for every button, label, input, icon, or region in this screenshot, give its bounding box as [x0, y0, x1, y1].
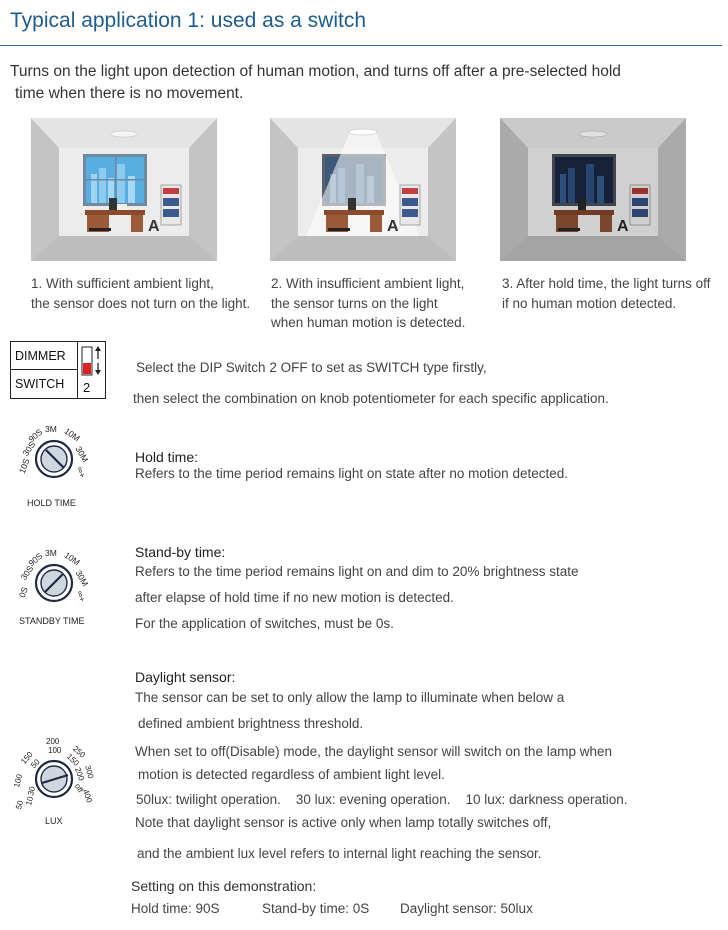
lux-mark-3: 100: [12, 773, 25, 789]
standby-time-line-3: For the application of switches, must be 0s.: [135, 616, 394, 631]
lux-mark-13: off: [72, 782, 85, 795]
hold-time-text: Refers to the time period remains light on state after no motion detected.: [135, 466, 568, 481]
standby-mark-4: 10M: [62, 549, 82, 568]
scene-caption-2-line-3: when human motion is detected.: [271, 315, 466, 330]
svg-text:A: A: [148, 218, 160, 235]
daylight-line-2: defined ambient brightness threshold.: [138, 716, 364, 731]
standby-mark-1: 30S: [18, 563, 36, 582]
lux-mark-6: 200: [46, 737, 60, 746]
standby-mark-6: ∞+: [75, 589, 88, 603]
daylight-knob-label: LUX: [45, 816, 63, 826]
standby-time-heading: Stand-by time:: [135, 544, 226, 560]
lux-mark-1: 10: [24, 795, 36, 807]
daylight-line-5: 50lux: twilight operation. 30 lux: evening operation. 10 lux: darkness operation.: [136, 792, 628, 807]
lux-mark-7: 100: [48, 746, 62, 755]
lux-mark-5: 50: [29, 757, 42, 771]
scene-caption-3-line-2: if no human motion detected.: [502, 295, 677, 311]
dip-text-line-1: Select the DIP Switch 2 OFF to set as SWITCH type firstly,: [136, 360, 487, 375]
standby-mark-2: 90S: [26, 550, 45, 569]
daylight-line-4: motion is detected regardless of ambient light level.: [138, 767, 445, 782]
hold-time-knob-label: HOLD TIME: [27, 498, 76, 508]
hold-mark-0: 10S: [16, 457, 32, 475]
lux-mark-8: 250: [71, 744, 88, 760]
demo-daylight-sensor: Daylight sensor: 50lux: [400, 901, 533, 916]
hold-time-heading: Hold time:: [135, 449, 199, 465]
demo-heading: Setting on this demonstration:: [131, 878, 317, 894]
scene-caption-1: [31, 274, 250, 313]
demo-standby-time: Stand-by time: 0S: [262, 901, 370, 916]
scene-caption-2: [271, 274, 465, 333]
daylight-line-3: When set to off(Disable) mode, the daylight sensor will switch on the lamp when: [135, 744, 612, 759]
standby-mark-0: 0S: [16, 585, 30, 599]
dip-divider: [77, 342, 78, 398]
daylight-line-7: and the ambient lux level refers to internal light reaching the sensor.: [137, 846, 542, 861]
lux-mark-4: 150: [19, 749, 35, 766]
hold-mark-3: 3M: [45, 424, 57, 434]
page-title: Typical application 1: used as a switch: [10, 9, 367, 32]
scene-caption-1-line-2: the sensor does not turn on the light.: [31, 295, 251, 311]
scene-caption-3: [502, 274, 710, 313]
dip-switch-diagram: [10, 341, 106, 399]
lux-mark-2: 30: [26, 785, 38, 797]
intro-line-1: Turns on the light upon detection of human motion, and turns off after a pre-selected hold: [10, 63, 621, 80]
scene-caption-2-line-2: the sensor turns on the light: [271, 295, 438, 311]
daylight-lux-knob: [6, 733, 102, 813]
room-illustration-motion: [270, 118, 456, 261]
standby-time-line-2: after elapse of hold time if no new motion is detected.: [135, 590, 454, 605]
lux-mark-11: 200: [72, 766, 87, 782]
standby-time-line-1: Refers to the time period remains light on and dim to 20% brightness state: [135, 564, 579, 579]
dip-switch-number: 2: [83, 380, 91, 395]
scene-caption-2-line-1: 2. With insufficient ambient light,: [271, 276, 465, 291]
hold-mark-6: ∞+: [75, 465, 88, 479]
standby-time-knob: [14, 543, 96, 615]
hold-mark-2: 90S: [26, 426, 45, 445]
daylight-line-6: Note that daylight sensor is active only when lamp totally switches off,: [135, 815, 552, 830]
hold-mark-1: 30S: [20, 439, 38, 458]
standby-mark-5: 30M: [73, 568, 91, 588]
title-divider: [0, 45, 722, 46]
svg-text:A: A: [617, 218, 629, 235]
room-illustration-daylight: [31, 118, 217, 261]
room-illustration-off: [500, 118, 686, 261]
lux-mark-0: 50: [14, 799, 26, 811]
lux-mark-10: 300: [83, 764, 96, 780]
daylight-line-1: The sensor can be set to only allow the lamp to illuminate when below a: [135, 690, 565, 705]
dip-row-dimmer: DIMMER: [11, 342, 77, 370]
lux-mark-9: 150: [64, 752, 81, 768]
scene-caption-1-line-1: 1. With sufficient ambient light,: [31, 276, 214, 291]
intro-paragraph: [10, 61, 650, 105]
lux-mark-12: 400: [80, 788, 95, 804]
standby-mark-3: 3M: [45, 548, 57, 558]
hold-mark-5: 30M: [73, 444, 91, 464]
hold-mark-4: 10M: [62, 425, 82, 444]
standby-time-knob-label: STANDBY TIME: [19, 616, 85, 626]
daylight-heading: Daylight sensor:: [135, 669, 236, 685]
demo-hold-time: Hold time: 90S: [131, 901, 220, 916]
svg-text:A: A: [387, 218, 399, 235]
hold-time-knob: [14, 419, 96, 491]
intro-line-2: time when there is no movement.: [15, 85, 244, 102]
scene-caption-3-line-1: 3. After hold time, the light turns off: [502, 276, 711, 291]
dip-toggle-icon: [81, 346, 103, 378]
dip-text-line-2: then select the combination on knob potentiometer for each specific application.: [133, 391, 609, 406]
dip-row-switch: SWITCH: [15, 377, 65, 391]
